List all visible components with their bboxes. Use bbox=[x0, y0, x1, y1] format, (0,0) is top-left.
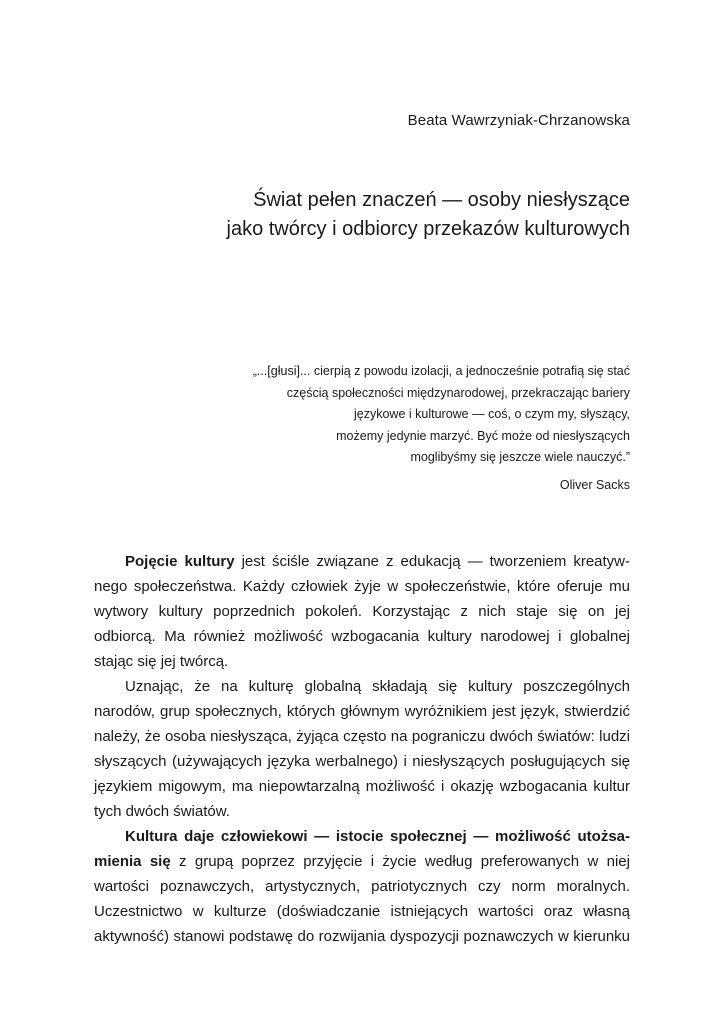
epigraph-line-3: językowe i kulturowe — coś, o czym my, słyszący, bbox=[354, 407, 630, 421]
paragraph-3-line-2-text: z grupą poprzez przyjęcie i życie według preferowanych w niej bbox=[179, 853, 630, 870]
title-line-2: jako twórcy i odbiorcy przekazów kulturowych bbox=[226, 218, 630, 240]
epigraph-line-4: możemy jedynie marzyć. Być może od niesłyszących bbox=[336, 428, 630, 443]
paragraph-2-line-4: słyszących (używających języka werbalnego) i niesłyszących posługujących się bbox=[94, 753, 630, 770]
paragraph-2-line-6: tych dwóch światów. bbox=[94, 803, 230, 820]
epigraph-line-2: częścią społeczności międzynarodowej, przekraczając bariery bbox=[286, 385, 630, 400]
body-text bbox=[94, 549, 630, 949]
paragraph-3-line-2 bbox=[94, 849, 630, 874]
paragraph-3-line-1 bbox=[94, 824, 630, 849]
author-name: Beata Wawrzyniak-Chrzanowska bbox=[407, 112, 630, 129]
term-culture-concept: Pojęcie kultury bbox=[125, 553, 235, 570]
epigraph-quote bbox=[253, 361, 630, 469]
paragraph-2-line-3: należy, że osoba niesłysząca, żyjąca często na pograniczu dwóch światów: ludzi bbox=[94, 728, 630, 745]
term-culture-gives: Kultura daje człowiekowi — istocie społecznej — możliwość utożsa- bbox=[125, 828, 630, 845]
paragraph-3 bbox=[94, 824, 630, 949]
epigraph-line-1: „...[głusi]... cierpią z powodu izolacji, a jednocześnie potrafią się stać bbox=[252, 364, 630, 378]
paragraph-1-line-2: nego społeczeństwa. Każdy człowiek żyje w społeczeństwie, które oferuje mu bbox=[94, 578, 630, 595]
term-identification: mienia się bbox=[94, 853, 171, 870]
paragraph-1-line-5: stając się jej twórcą. bbox=[94, 653, 229, 670]
paragraph-1 bbox=[94, 549, 630, 674]
paragraph-3-line-3: wartości poznawczych, artystycznych, patriotycznych czy norm moralnych. bbox=[94, 878, 630, 895]
title-line-1: Świat pełen znaczeń — osoby niesłyszące bbox=[253, 189, 630, 211]
paragraph-1-line-1 bbox=[94, 549, 630, 574]
epigraph-attribution: Oliver Sacks bbox=[559, 478, 630, 492]
paragraph-3-line-4: Uczestnictwo w kulturze (doświadczanie istniejących wartości oraz własną bbox=[94, 903, 630, 920]
paragraph-2-line-5: językiem migowym, ma niepowtarzalną możliwość i okazję wzbogacania kultur bbox=[94, 778, 630, 795]
paragraph-1-line-4: odbiorcą. Ma również możliwość wzbogacania kultury narodowej i globalnej bbox=[94, 628, 630, 645]
paragraph-2 bbox=[94, 674, 630, 824]
chapter-title bbox=[227, 186, 631, 244]
paragraph-1-line-1-text: jest ściśle związane z edukacją — tworzeniem kreatyw- bbox=[241, 553, 631, 570]
paragraph-3-line-5: aktywność) stanowi podstawę do rozwijania dyspozycji poznawczych w kierunku bbox=[94, 928, 630, 945]
paragraph-2-line-1: Uznając, że na kulturę globalną składają się kultury poszczególnych bbox=[125, 678, 630, 695]
paragraph-1-line-3: wytwory kultury poprzednich pokoleń. Korzystając z nich staje się on jej bbox=[94, 603, 630, 620]
paragraph-2-line-2: narodów, grup społecznych, których głównym wyróżnikiem jest język, stwierdzić bbox=[94, 703, 630, 720]
epigraph-line-5: moglibyśmy się jeszcze wiele nauczyć.” bbox=[410, 450, 630, 464]
